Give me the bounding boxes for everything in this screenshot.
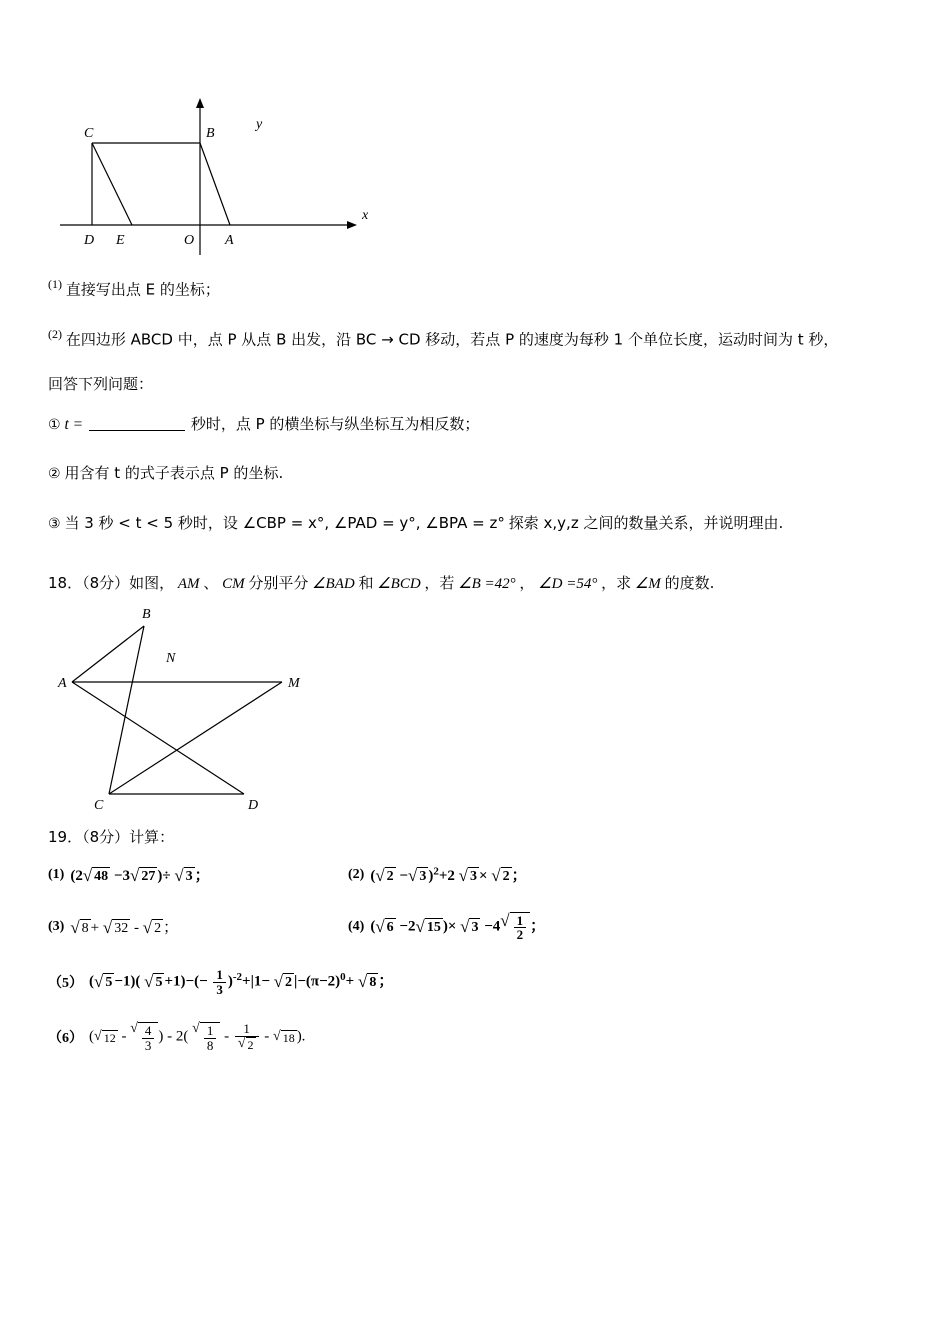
q19-row-4 [48,1022,906,1053]
q19-item-1 [48,864,348,886]
q17-sub3-mark: ③ [48,516,61,533]
q17-item1-text: 直接写出点 E 的坐标； [65,280,220,299]
q17-sub3 [48,511,906,537]
svg-text:D: D [248,797,259,813]
q18-text-d: 的度数. [664,573,715,592]
q18-cm: CM [222,575,245,592]
q19-row-2 [48,912,906,942]
q17-sub1-text-b: 秒时，点 P 的横坐标与纵坐标互为相反数； [190,414,480,433]
svg-text:A: A [225,233,234,248]
coordinate-plane-svg [60,60,460,275]
q19-item-1-label: (1) [48,866,65,882]
svg-text:M: M [288,675,300,691]
q17-item1 [48,275,906,303]
answer-blank-t[interactable] [89,416,185,431]
q18-angle-bad: ∠BAD [312,575,355,592]
q19-item-6-label: （6） [48,1031,83,1047]
q17-sub1-text-a: t = [64,415,84,433]
q17-sub3-text-b: 探索 x,y,z 之间的数量关系，并说明理由. [508,514,784,533]
svg-text:N: N [166,650,176,666]
q18-angle-d: ∠D =54° [538,575,598,592]
q18-text-c: ，求 [601,573,632,592]
svg-text:O: O [184,233,195,248]
q19-item-5-label: （5） [48,976,83,991]
q19-item-4-label: (4) [348,918,365,934]
svg-text:B: B [206,126,215,141]
q18-am: AM [177,575,200,592]
q17-sub1 [48,412,906,438]
q19-number: 19．（8分）计算： [48,827,175,846]
q19-item-4 [348,912,545,942]
q19-statement [48,825,906,850]
q19-item-1-expr: (2 √ 48 −3 √ 27 )÷ √ 3 ； [70,866,210,886]
q18-angle-m: ∠M [634,575,661,592]
q19-item-6-expr: ( √ 12 - √ $\frac{4}{3}$ ) - 2( √ $\frac{1}{8}$ - 1 √ 2 - √ 18 ). [89,1021,306,1053]
q19-item-3 [48,912,348,942]
q17-item2-text: 在四边形 ABCD 中，点 P 从点 B 出发，沿 BC → CD 移动，若点 P 的速度为每秒 1 个单位长度，运动时间为 t 秒， [65,330,839,349]
q18-dun: 、 [203,573,219,592]
page-content [48,60,906,1079]
q17-item2 [48,325,906,353]
q17-item2-cont [48,372,906,398]
q19-item-2-label: (2) [348,866,365,882]
q19-row-3 [48,968,906,996]
q17-item1-number: (1) [48,277,62,291]
q17-sub2 [48,461,906,487]
q17-sub1-mark: ① [48,416,61,433]
svg-text:D: D [84,233,95,248]
q19-item-3-expr: √ 8 + √ 32 - √ 2 ； [70,918,179,938]
q19-item-6 [48,1022,305,1053]
q17-item2-text-b: 回答下列问题： [48,374,154,393]
q19-item-2 [348,864,527,886]
figure-angle-bisectors [54,604,384,819]
q17-item2-number: (2) [48,327,62,342]
q18-angle-b: ∠B =42° [458,575,516,592]
svg-text:E: E [116,233,125,248]
svg-text:C: C [84,126,94,141]
q17-sub2-mark: ② [48,466,61,483]
figure-coordinate-plane [60,60,460,275]
q18-statement [48,571,906,596]
svg-text:A: A [58,675,67,691]
svg-text:x: x [362,208,369,223]
q19-item-5 [48,968,393,996]
q18-he: 和 [358,573,374,592]
q18-text-a: 分别平分 [248,573,309,592]
q18-text-b: ，若 [424,573,455,592]
q18-number: 18．（8分）如图， [48,573,175,592]
q19-row-1 [48,864,906,886]
q19-item-4-expr: ( √ 6 −2 √ 15 )× √ 3 −4 √ $\frac{1}{2}$ ； [370,910,546,943]
svg-text:y: y [256,117,263,132]
q19-item-3-label: (3) [48,918,65,934]
q18-comma: ， [519,573,535,592]
svg-text:C: C [94,797,104,813]
q18-angle-bcd: ∠BCD [377,575,421,592]
q19-item-2-expr: ( √ 2 − √ 3 )$^2$+2 √ 3 × √ 2 ； [370,865,527,886]
svg-text:B: B [142,606,151,622]
q17-sub3-text-a: 当 3 秒 < t < 5 秒时，设 ∠CBP = x°, ∠PAD = y°, ∠BPA = z° [64,514,505,533]
angle-bisectors-svg [54,604,384,819]
q19-item-5-expr: ( √ 5 −1)( √ 5 +1)−(− $\frac{1}{3}$ )$^{-2}$+|1− √ 2 $|-(\pi-2)^0+$ √ 8 ； [89,966,394,997]
q17-sub2-text: 用含有 t 的式子表示点 P 的坐标. [64,464,284,483]
